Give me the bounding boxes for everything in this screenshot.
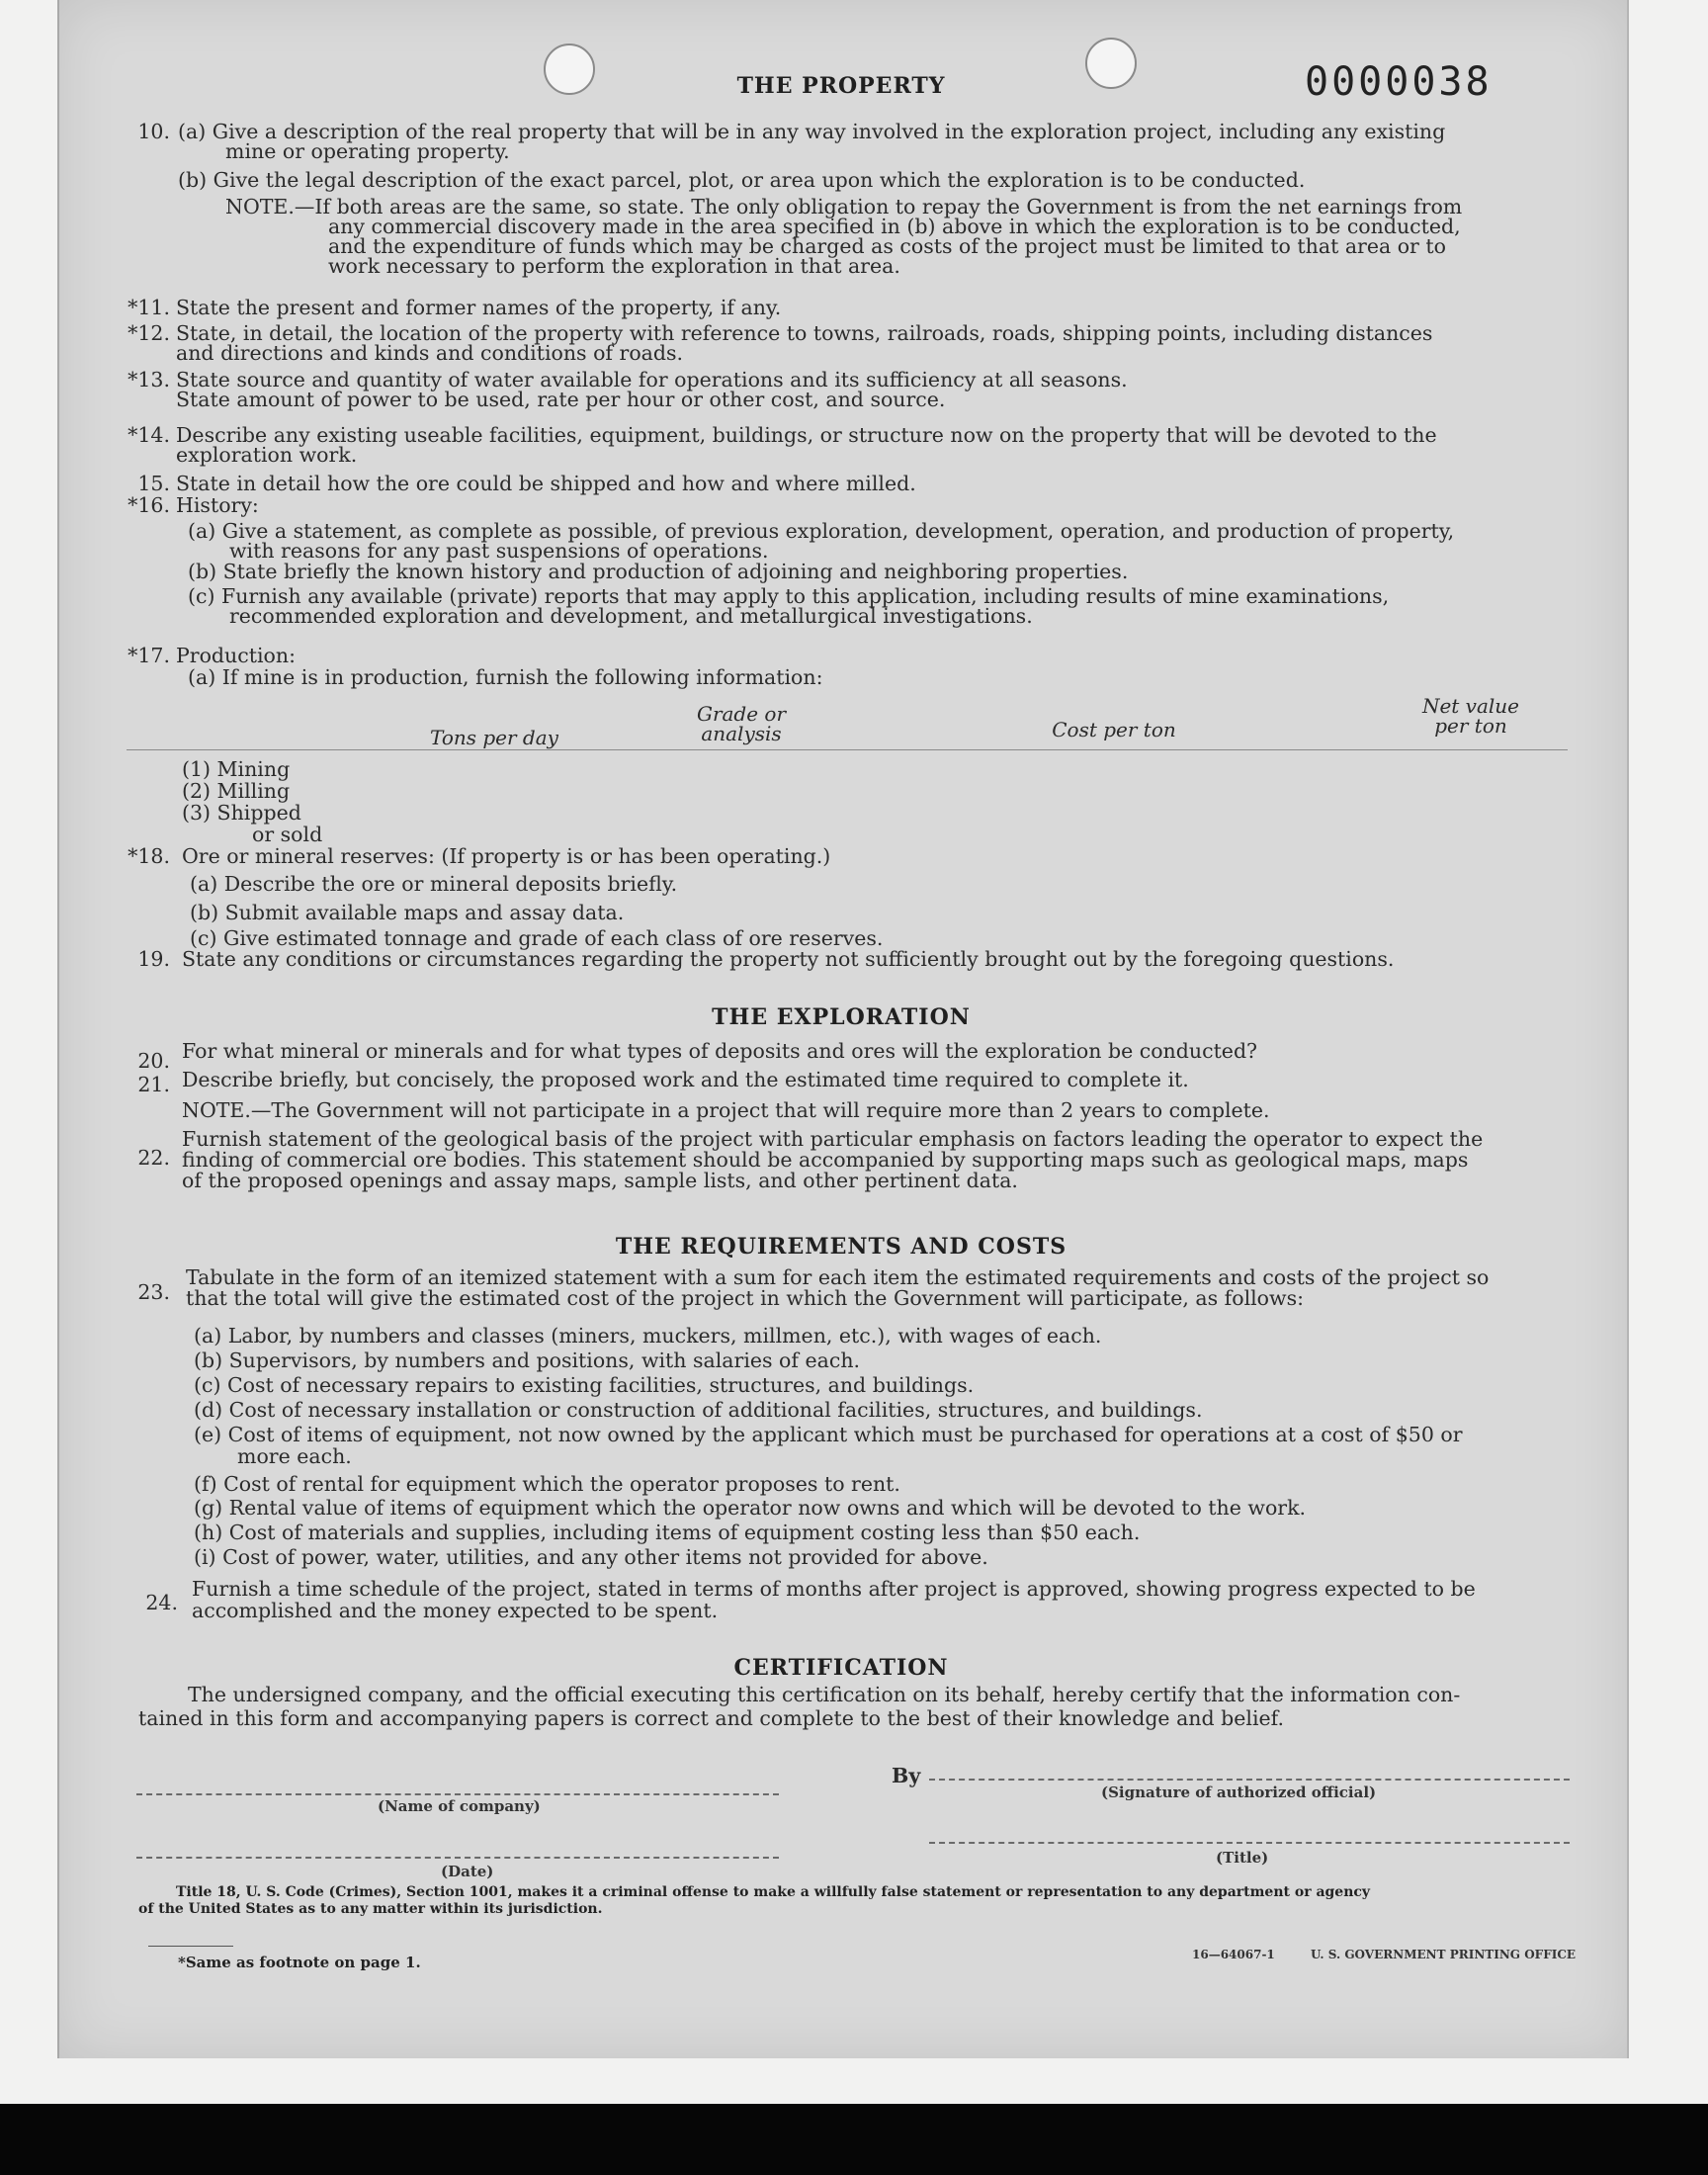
legal-notice: Title 18, U. S. Code (Crimes), Section 1001, makes it a criminal offense to make a willfully false statement or representation to any department or agency (176, 1884, 1371, 1900)
form-line: (h) Cost of materials and supplies, including items of equipment costing less than $50 each. (194, 1521, 1141, 1544)
form-line: finding of commercial ore bodies. This statement should be accompanied by supporting maps such as geological maps, maps (182, 1148, 1469, 1172)
form-line: (b) Submit available maps and assay data. (190, 901, 625, 924)
form-line: (d) Cost of necessary installation or construction of additional facilities, structures, and buildings. (194, 1398, 1203, 1422)
title-line[interactable] (929, 1842, 1570, 1844)
form-line: For what mineral or minerals and for what types of deposits and ores will the exploration be conducted? (182, 1039, 1258, 1063)
printer-code: 16—64067-1 (1192, 1948, 1275, 1961)
form-line: NOTE.—The Government will not participate in a project that will require more than 2 years to complete. (182, 1098, 1270, 1122)
form-line: or sold (252, 823, 323, 846)
col-net-value-line1: Net value (1421, 694, 1520, 718)
date-label: (Date) (441, 1863, 494, 1880)
item-number: *11. (128, 296, 170, 319)
printer-office: U. S. GOVERNMENT PRINTING OFFICE (1311, 1948, 1577, 1961)
form-line: State any conditions or circumstances regarding the property not sufficiently brought out by the foregoing questions. (182, 947, 1395, 971)
table-rule (127, 749, 1568, 750)
form-line: NOTE.—If both areas are the same, so state. The only obligation to repay the Government is from the net earnings from (225, 195, 1463, 218)
form-line: (c) Give estimated tonnage and grade of each class of ore reserves. (190, 926, 884, 950)
form-line: (a) Give a statement, as complete as possible, of previous exploration, development, operation, and production of property, (188, 519, 1455, 543)
item-number: 10. (137, 120, 170, 143)
form-line: (3) Shipped (182, 801, 301, 825)
form-line: Production: (176, 644, 296, 667)
form-line: Ore or mineral reserves: (If property is or has been operating.) (182, 844, 831, 868)
form-line: (c) Furnish any available (private) reports that may apply to this application, including results of mine examinations, (188, 584, 1390, 608)
form-line: (b) Supervisors, by numbers and positions, with salaries of each. (194, 1348, 861, 1372)
form-line: (b) Give the legal description of the exact parcel, plot, or area upon which the exploration is to be conducted. (178, 168, 1306, 192)
form-line: (2) Milling (182, 779, 291, 803)
form-line: with reasons for any past suspensions of operations. (229, 539, 769, 563)
form-line: and directions and kinds and conditions of roads. (176, 341, 684, 365)
form-line: (e) Cost of items of equipment, not now owned by the applicant which must be purchased for operations at a cost of $50 or (194, 1423, 1463, 1446)
item-number: *14. (128, 423, 170, 447)
item-number: 20. (137, 1049, 170, 1073)
footnote-rule (148, 1946, 233, 1947)
item-number: *18. (128, 844, 170, 868)
form-line: State the present and former names of the property, if any. (176, 296, 782, 319)
form-line: mine or operating property. (225, 139, 510, 163)
by-label: By (892, 1764, 921, 1787)
form-line: more each. (237, 1444, 352, 1468)
legal-notice: of the United States as to any matter within its jurisdiction. (138, 1901, 603, 1917)
item-number: 21. (137, 1073, 170, 1096)
form-line: (a) If mine is in production, furnish the following information: (188, 665, 823, 689)
form-line: (a) Describe the ore or mineral deposits briefly. (190, 872, 678, 896)
signature-line[interactable] (929, 1779, 1570, 1781)
document-number: 0000038 (1305, 59, 1493, 105)
col-cost-per-ton: Cost per ton (1052, 718, 1176, 741)
certification-text: The undersigned company, and the official executing this certification on its behalf, hereby certify that the information con- (188, 1683, 1461, 1706)
item-number: *17. (128, 644, 170, 667)
item-number: 23. (137, 1280, 170, 1304)
form-line: (a) Labor, by numbers and classes (miners, muckers, millmen, etc.), with wages of each. (194, 1324, 1102, 1348)
form-line: Tabulate in the form of an itemized statement with a sum for each item the estimated requirements and costs of the project so (186, 1265, 1490, 1289)
item-number: *12. (128, 321, 170, 345)
form-line: (i) Cost of power, water, utilities, and any other items not provided for above. (194, 1545, 988, 1569)
section-heading-requirements: THE REQUIREMENTS AND COSTS (615, 1234, 1068, 1260)
item-number: *13. (128, 368, 170, 392)
company-name-line[interactable] (136, 1793, 779, 1795)
form-line: (a) Give a description of the real property that will be in any way involved in the exploration project, including any existing (178, 120, 1446, 143)
col-tons-per-day: Tons per day (430, 726, 558, 749)
form-line: Furnish statement of the geological basis of the project with particular emphasis on factors leading the operator to expect the (182, 1127, 1484, 1151)
item-number: 19. (137, 947, 170, 971)
company-name-label: (Name of company) (378, 1797, 541, 1815)
signature-label: (Signature of authorized official) (1101, 1784, 1377, 1801)
form-line: State source and quantity of water available for operations and its sufficiency at all seasons. (176, 368, 1128, 392)
col-grade-line1: Grade or (696, 702, 787, 726)
item-number: 24. (145, 1591, 178, 1614)
form-line: Describe briefly, but concisely, the proposed work and the estimated time required to complete it. (182, 1068, 1189, 1091)
form-line: Describe any existing useable facilities, equipment, buildings, or structure now on the property that will be devoted to the (176, 423, 1437, 447)
item-number: *16. (128, 493, 170, 517)
form-line: (f) Cost of rental for equipment which the operator proposes to rent. (194, 1472, 900, 1496)
col-grade-line2: analysis (701, 722, 782, 745)
form-line: that the total will give the estimated cost of the project in which the Government will participate, as follows: (186, 1286, 1304, 1310)
form-line: exploration work. (176, 443, 358, 467)
form-line: State in detail how the ore could be shipped and how and where milled. (176, 472, 916, 495)
form-line: (c) Cost of necessary repairs to existing facilities, structures, and buildings. (194, 1373, 975, 1397)
section-heading-certification: CERTIFICATION (733, 1655, 949, 1681)
item-number: 15. (137, 472, 170, 495)
form-line: work necessary to perform the exploration in that area. (328, 254, 900, 278)
item-number: 22. (137, 1146, 170, 1170)
form-line: Furnish a time schedule of the project, stated in terms of months after project is approved, showing progress expected to be (192, 1577, 1476, 1601)
form-line: accomplished and the money expected to be spent. (192, 1599, 719, 1622)
section-heading-property: THE PROPERTY (736, 73, 946, 99)
form-line: State amount of power to be used, rate per hour or other cost, and source. (176, 388, 946, 411)
form-line: (b) State briefly the known history and production of adjoining and neighboring properties. (188, 560, 1129, 583)
form-line: and the expenditure of funds which may be charged as costs of the project must be limited to that area or to (328, 234, 1446, 258)
form-line: of the proposed openings and assay maps, sample lists, and other pertinent data. (182, 1169, 1018, 1192)
col-net-value-line2: per ton (1434, 714, 1507, 738)
form-line: (1) Mining (182, 757, 291, 781)
footnote: *Same as footnote on page 1. (178, 1954, 421, 1971)
title-label: (Title) (1216, 1849, 1269, 1867)
form-line: History: (176, 493, 259, 517)
section-heading-exploration: THE EXPLORATION (712, 1004, 971, 1030)
form-line: recommended exploration and development, and metallurgical investigations. (229, 604, 1033, 628)
form-line: State, in detail, the location of the property with reference to towns, railroads, roads, shipping points, including distances (176, 321, 1433, 345)
certification-text: tained in this form and accompanying papers is correct and complete to the best of their knowledge and belief. (138, 1706, 1285, 1730)
form-line: (g) Rental value of items of equipment which the operator now owns and which will be devoted to the work. (194, 1496, 1307, 1520)
scanner-background-strip (0, 2104, 1708, 2175)
form-line: any commercial discovery made in the area specified in (b) above in which the exploration is to be conducted, (328, 215, 1461, 238)
date-line[interactable] (136, 1857, 779, 1859)
